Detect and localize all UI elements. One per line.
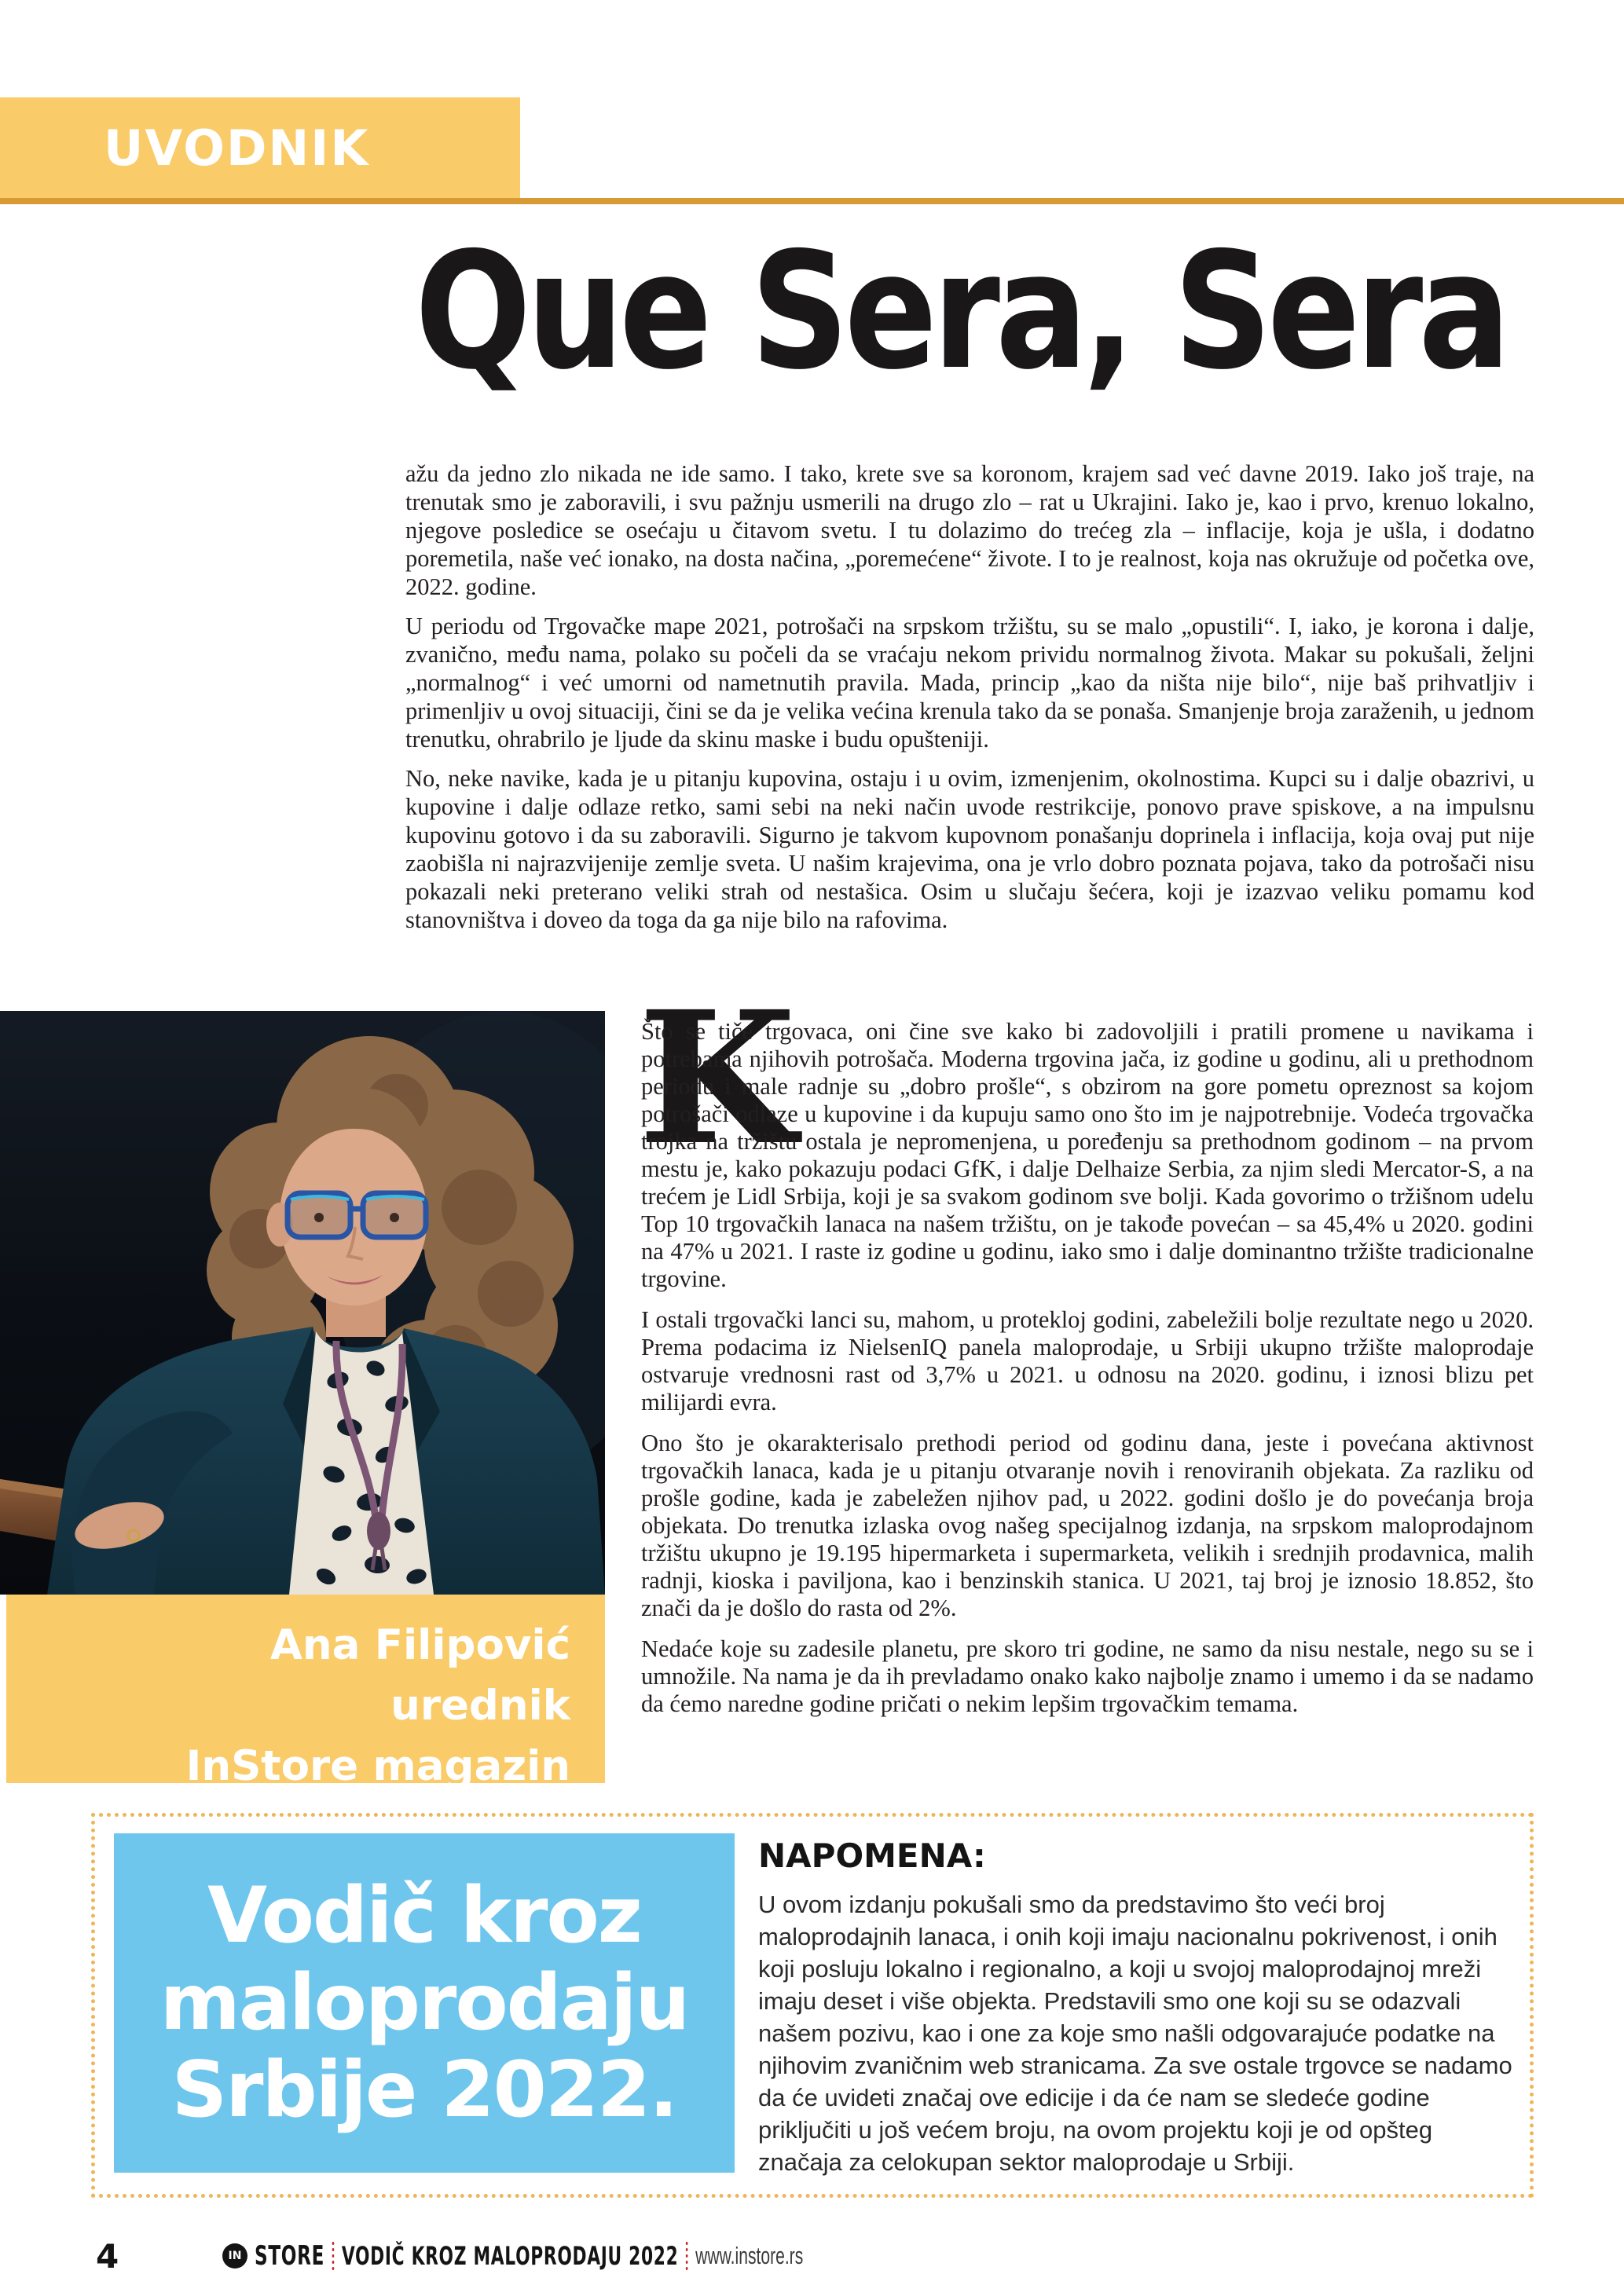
page-title: Que Sera, Sera <box>415 218 1506 405</box>
instore-logo-text: STORE <box>255 2240 325 2272</box>
instore-logo-circle-icon: IN <box>222 2243 247 2269</box>
page-number: 4 <box>96 2237 119 2276</box>
body-paragraph: No, neke navike, kada je u pitanju kupovina, ostaju i u ovim, izmenjenim, okolnostima. Kupci su i dalje obazrivi, u kupovine i dalje odlaze retko, sami sebi na neki način uvode restrikcije, ponovo prave spiskove, a na impulsnu kupovinu gotovo i da su zaboravili. Sigurno je takvom kupovnom ponašanju doprinela i inflacija, koja ovaj put nije zaobišla ni najrazvijenije zemlje sveta. U našim krajevima, ona je vrlo dobro poznata pojava, tako da potrošači nisu pokazali neki preterano veliki strah od nestašica. Osim u slučaju šećera, koji je izazvao veliku pomamu kod stanovništva i doveo da toga da ga nije bilo na rafovima. <box>405 765 1534 933</box>
kicker-label: UVODNIK <box>104 119 370 177</box>
footer-row <box>222 2240 1061 2272</box>
editor-portrait-photo <box>0 1011 605 1595</box>
body-paragraph: Što se tiče trgovaca, oni čine sve kako bi zadovoljili i pratili promene u navikama i potrebama njihovih potrošača. Moderna trgovina jača, iz godine u godinu, ali u prethodnom periodu i male radnje su „dobro prošle“, s obzirom na gore pometu opreznost sa kojom potrošači odlaze u kupovine i da kupuju samo ono što im je najpotrebnije. Vodeća trgovačka trojka na tržištu ostala je nepromenjena, u poređenju sa prethodnom godinom – na prvom mestu je, kako pokazuju podaci GfK, i dalje Delhaize Serbia, za njim sledi Mercator-S, a na trećem je Lidl Srbija, koji je sa svakom godinom sve bolji. Kada govorimo o tržišnom udelu Top 10 trgovačkih lanaca na našem tržištu, on je takođe povećan – sa 45,4% u 2020. godini na 47% u 2021. I raste iz godine u godinu, iako smo i dalje dominantno tržište tradicionalne trgovine. <box>641 1018 1534 1292</box>
body-paragraph: Nedaće koje su zadesile planetu, pre skoro tri godine, ne samo da nisu nestale, nego su se i umnožile. Na nama je da ih prevladamo onako kako najbolje znamo i umemo i da se nadamo da ćemo naredne godine pričati o nekim lepšim trgovačkim temama. <box>641 1635 1534 1717</box>
promo-line: Vodič kroz <box>207 1870 641 1961</box>
dotted-separator-icon <box>332 2242 335 2270</box>
edition-label: VODIČ KROZ MALOPRODAJU 2022 <box>341 2241 679 2271</box>
photo-caption <box>6 1595 605 1790</box>
promo-line: maloprodaju <box>159 1957 689 2048</box>
portrait-illustration <box>0 1011 605 1595</box>
drop-cap: K <box>638 971 797 1185</box>
kicker-box <box>0 97 520 198</box>
promo-line: Srbije 2022. <box>171 2045 677 2135</box>
body-paragraph: I ostali trgovački lanci su, mahom, u protekloj godini, zabeležili bolje rezultate nego u 2020. Prema podacima iz NielsenIQ panela maloprodaje, u Srbiji ukupno tržište maloprodaje ostvaruje vrednosni rast od 3,7% u 2021. u odnosu na 2020. godinu, i iznosi blizu pet milijardi evra. <box>641 1306 1534 1415</box>
kicker-rule <box>0 198 1624 204</box>
body-paragraph: Ono što je okarakterisalo prethodi period od godinu dana, jeste i povećana aktivnost trgovačkih lanaca, kada je u pitanju otvaranje novih i renoviranih objekata. Za razliku od prošle godine, kada je zabeležen njihov pad, u 2022. godini došlo je do povećanja broja objekata. Do trenutka izlaska ovog našeg specijalnog izdanja, na srpskom maloprodajnom tržištu ukupno je 19.195 hipermarketa i supermarketa, velikih i srednjih prodavnica, malih radnji, kioska i paviljona, kao i benzinskih stanica. U 2021, taj broj je iznosio 18.852, što znači da je došlo do rasta od 2%. <box>641 1430 1534 1621</box>
article-body-column <box>638 971 1534 1731</box>
caption-organization: InStore magazin <box>185 1742 570 1790</box>
note-body: U ovom izdanju pokušali smo da predstavimo što veći broj maloprodajnih lanaca, i onih koji imaju nacionalnu pokrivenost, i onih koji posluju lokalno i regionalno, a koji u svojoj maloprodajnoj mreži imaju deset i više objekta. Predstavili smo one koji su se odazvali našem pozivu, kao i one za koje smo našli odgovarajuće podatke na njihovim zvaničnim web stranicama. Za sve ostale trgovce se nadamo da će uvideti značaj ove edicije i da će nam se sledeće godine priključiti u još većem broju, na ovom projektu koji je od opšteg značaja za celokupan sektor maloprodaje u Srbiji. <box>758 1891 1512 2176</box>
website-text: www.instore.rs <box>695 2242 804 2269</box>
footer-text-group <box>255 2240 803 2272</box>
caption-name: Ana Filipović <box>269 1621 570 1669</box>
body-paragraph: U periodu od Trgovačke mape 2021, potrošači na srpskom tržištu, su se malo „opustili“. I, iako, je korona i dalje, zvanično, među nama, polako su počeli da se vraćaju nekom prividu normalnog života. Makar su pokušali, željni „normalnog“ i već umorni od nametnutih pravila. Mada, princip „kao da ništa nije bilo“, nije baš prihvatljiv i primenljiv u ovoj situaciji, čini se da je velika većina krenula tako da se ponaša. Smanjenje broja zaraženih, u jednom trenutku, ohrabrilo je ljude da skinu maske i budu opušteniji. <box>405 613 1534 753</box>
lead-paragraph-text: ažu da jedno zlo nikada ne ide samo. I tako, krete sve sa koronom, krajem sad već davne 2019. Iako još traje, na trenutak smo je zaboravili, i svu pažnju usmerili na drugo zlo – rat u Ukrajini. Iako je, kao i prvo, krenuo lokalno, njegove posledice se osećaju u čitavom svetu. I tu dolazimo do trećeg zla – inflacije, koja je ušla, i dodatno poremetila, naše već ionako, na dosta načina, „poremećene“ živote. I to je realnost, koja nas okružuje od početka ove, 2022. godine. <box>405 460 1534 600</box>
note-heading: NAPOMENA: <box>758 1836 986 1875</box>
guide-promo-box <box>114 1833 735 2173</box>
dotted-separator-icon <box>686 2242 688 2270</box>
caption-role: urednik <box>390 1682 570 1730</box>
